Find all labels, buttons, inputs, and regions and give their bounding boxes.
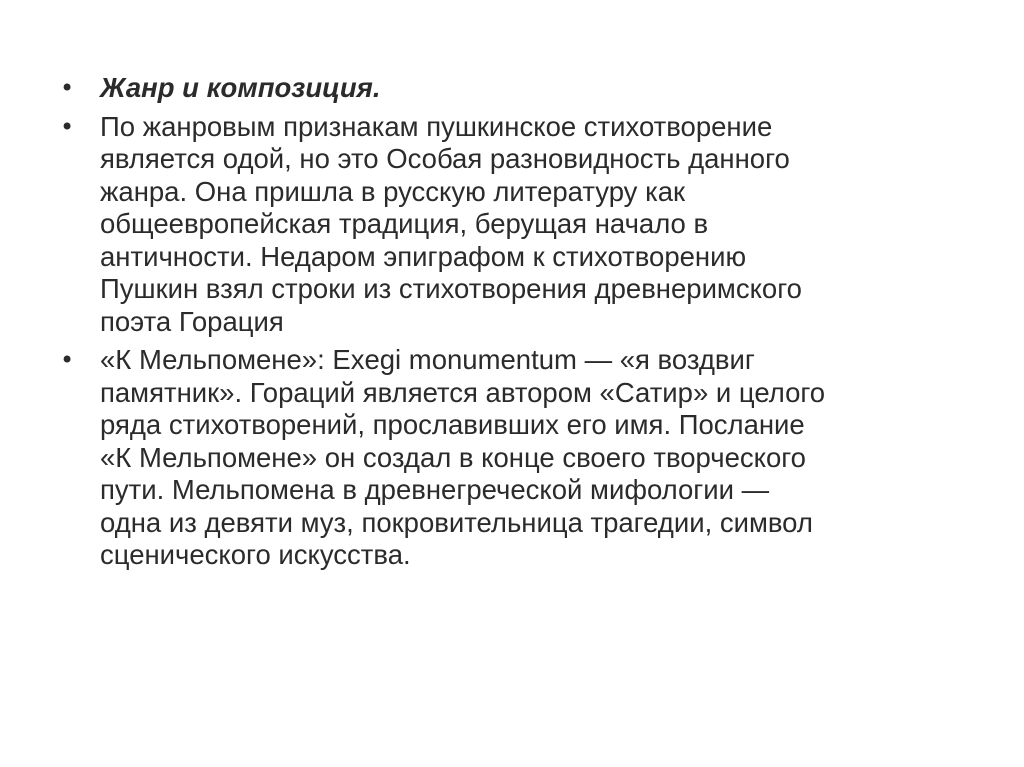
bullet-text: «К Мельпомене»: Exegi monumentum — «я воздвиг памятник». Гораций является автором «Сатир» и целого ряда стихотворений, прославивших его имя. Послание «К Мельпомене» он создал в конце своего творческого пути. Мельпомена в древнегреческой мифологии — одна из девяти муз, покровительница трагедии, символ сценического искусства.	[100, 344, 826, 570]
bullet-text: По жанровым признакам пушкинское стихотворение является одой, но это Особая разновидность данного жанра. Она пришла в русскую литературу как общеевропейская традиция, берущая начало в античности. Недаром эпиграфом к стихотворению Пушкин взял строки из стихотворения древнеримского поэта Горация	[100, 110, 802, 337]
bullet-marker: •	[60, 346, 75, 374]
bullet-item-genre-description	[60, 111, 960, 339]
bullet-marker: •	[60, 74, 75, 102]
bullet-list	[60, 72, 960, 578]
bullet-text: Жанр и композиция.	[100, 72, 381, 103]
bullet-item-genre-heading	[60, 72, 960, 105]
bullet-marker: •	[60, 112, 75, 141]
bullet-item-melpomene	[60, 344, 960, 572]
